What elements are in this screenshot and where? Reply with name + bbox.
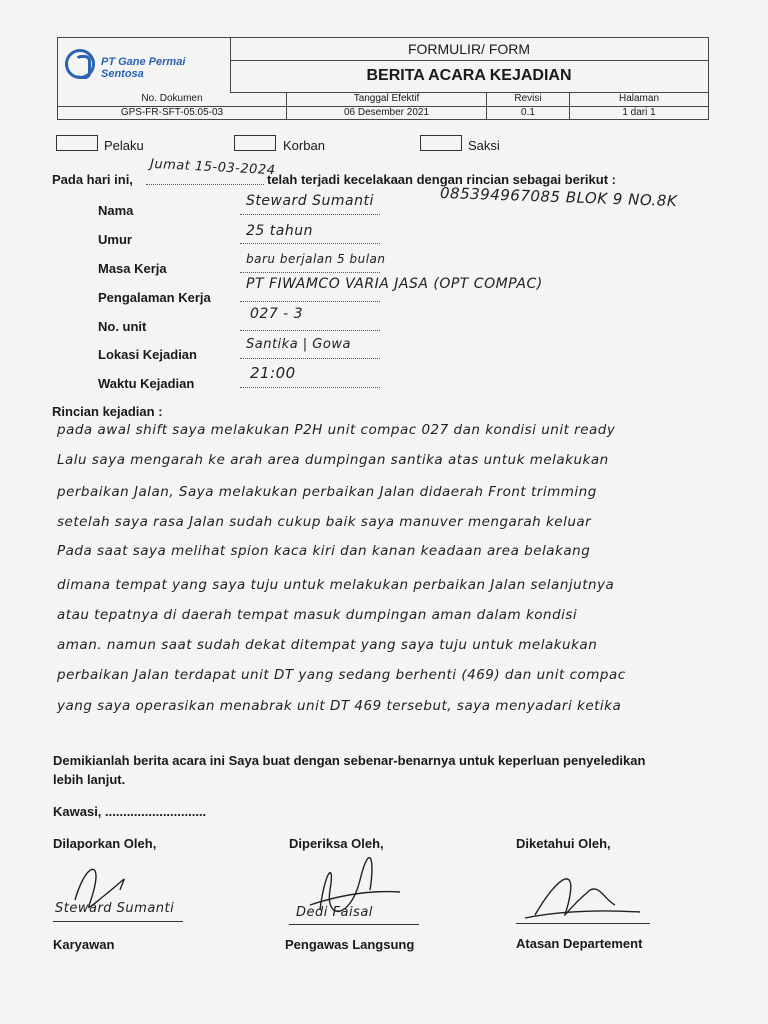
form-label: FORMULIR/ FORM [230,38,708,61]
header-value-row [58,106,708,120]
diketahui-role: Atasan Departement [516,936,643,951]
header-val-tanggal: 06 Desember 2021 [287,106,487,120]
dilaporkan-role: Karyawan [53,937,115,952]
diperiksa-heading: Diperiksa Oleh, [289,836,384,851]
pengalaman-value[interactable]: PT FIWAMCO VARIA JASA (OPT COMPAC) [246,276,543,292]
pengalaman-underline [240,301,380,302]
dilaporkan-name: Steward Sumanti [55,901,175,916]
nama-value[interactable]: Steward Sumanti [246,193,374,209]
signature-diketahui [515,860,655,930]
kawasi-line: Kawasi, ............................ [53,804,207,819]
rincian-label: Rincian kejadian : [52,404,163,419]
masa-kerja-underline [240,272,380,273]
rincian-line[interactable]: yang saya operasikan menabrak unit DT 469 tersebut, saya menyadari ketika [57,698,622,714]
rincian-line[interactable]: atau tepatnya di daerah tempat masuk dumpingan aman dalam kondisi [57,607,578,623]
diketahui-sign-line [516,923,650,924]
diperiksa-role: Pengawas Langsung [285,937,415,952]
header-col-halaman: Halaman [618,93,660,104]
lokasi-underline [240,358,380,359]
company-name: PT Gane Permai Sentosa [101,56,186,80]
rincian-line[interactable]: pada awal shift saya melakukan P2H unit compac 027 dan kondisi unit ready [57,422,616,438]
rincian-line[interactable]: Pada saat saya melihat spion kaca kiri dan kanan keadaan area belakang [57,543,591,559]
header-col-tanggal: Tanggal Efektif [287,92,487,106]
umur-underline [240,243,380,244]
diperiksa-name: Dedi Faisal [296,905,373,920]
logo-icon [65,49,95,79]
header-val-revisi: 0.1 [487,106,570,120]
header-val-dokumen: GPS-FR-SFT-05.05-03 [58,106,287,120]
korban-checkbox[interactable] [234,135,276,151]
header-col-revisi: Revisi [487,92,570,106]
pelaku-checkbox[interactable] [56,135,98,151]
pengalaman-label: Pengalaman Kerja [98,290,211,305]
unit-value[interactable]: 027 - 3 [250,306,304,322]
lokasi-value[interactable]: Santika | Gowa [246,337,351,352]
nama-underline [240,214,380,215]
dilaporkan-heading: Dilaporkan Oleh, [53,836,157,851]
pelaku-label: Pelaku [104,138,144,153]
masa-kerja-value[interactable]: baru berjalan 5 bulan [246,252,386,266]
umur-label: Umur [98,232,132,247]
umur-value[interactable]: 25 tahun [246,223,313,239]
header-val-halaman: 1 dari 1 [622,107,656,118]
intro-suffix: telah terjadi kecelakaan dengan rincian sebagai berikut : [267,172,616,187]
rincian-line[interactable]: setelah saya rasa Jalan sudah cukup baik saya manuver mengarah keluar [57,514,592,530]
diketahui-heading: Diketahui Oleh, [516,836,611,851]
rincian-line[interactable]: perbaikan Jalan terdapat unit DT yang sedang berhenti (469) dan unit compac [57,667,626,683]
company-logo [58,38,231,92]
unit-label: No. unit [98,319,147,334]
waktu-value[interactable]: 21:00 [250,364,296,382]
header-col-dokumen: No. Dokumen [58,92,287,106]
lokasi-label: Lokasi Kejadian [98,347,197,362]
nama-label: Nama [98,203,134,218]
unit-underline [240,330,380,331]
diperiksa-sign-line [289,924,419,925]
page-title: BERITA ACARA KEJADIAN [230,60,708,93]
closing-line-2: lebih lanjut. [53,772,126,787]
rincian-line[interactable]: aman. namun saat sudah dekat ditempat yang saya tuju untuk melakukan [57,637,598,653]
saksi-label: Saksi [468,138,500,153]
date-underline [146,184,264,185]
closing-line-1: Demikianlah berita acara ini Saya buat dengan sebenar-benarnya untuk keperluan penyeledikan [53,753,646,768]
waktu-label: Waktu Kejadian [98,376,195,391]
date-handwritten[interactable]: Jumat 15-03-2024 [149,156,276,179]
header-column-row [58,92,708,107]
saksi-checkbox[interactable] [420,135,462,151]
dilaporkan-sign-line [53,921,183,922]
masa-kerja-label: Masa Kerja [98,261,167,276]
korban-label: Korban [283,138,325,153]
form-header [57,37,709,120]
waktu-underline [240,387,380,388]
rincian-line[interactable]: Lalu saya mengarah ke arah area dumpingan santika atas untuk melakukan [57,452,609,468]
rincian-line[interactable]: perbaikan Jalan, Saya melakukan perbaikan Jalan didaerah Front trimming [57,484,597,500]
nama-extra[interactable]: 085394967085 BLOK 9 NO.8K [439,183,678,211]
intro-prefix: Pada hari ini, [52,172,133,187]
rincian-line[interactable]: dimana tempat yang saya tuju untuk melakukan perbaikan Jalan selanjutnya [57,577,615,593]
